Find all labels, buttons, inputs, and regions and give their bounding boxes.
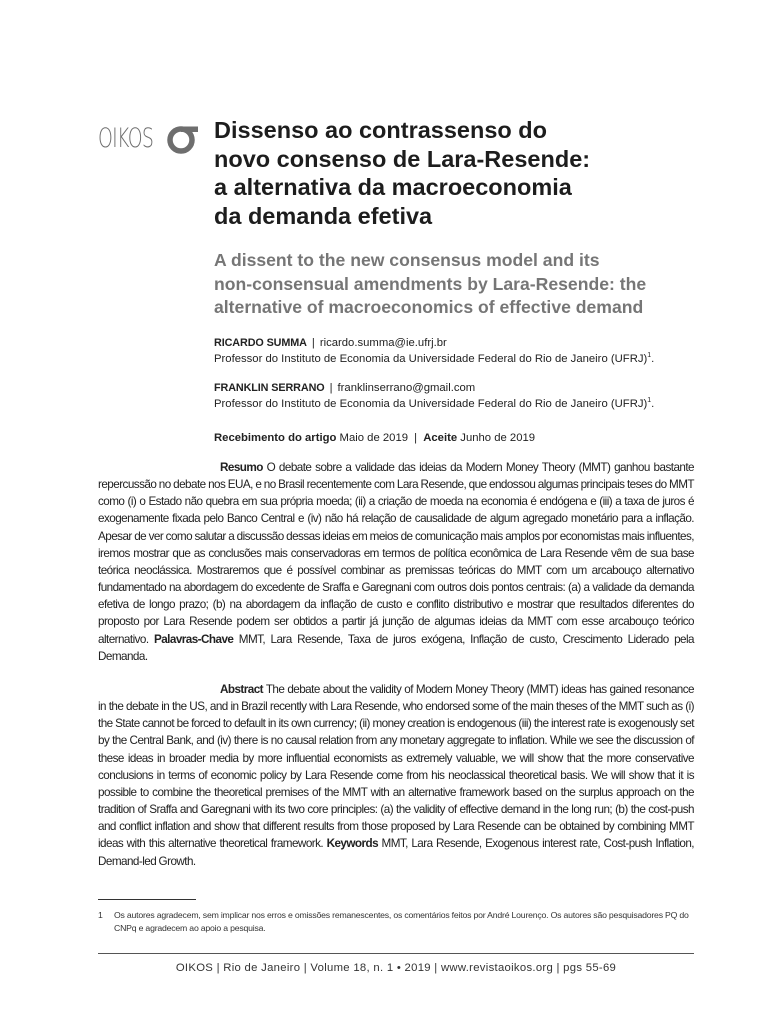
author-name: FRANKLIN SERRANO — [214, 382, 325, 394]
author-affiliation: Professor do Instituto de Economia da Universidade Federal do Rio de Janeiro (UFRJ) — [214, 398, 648, 410]
footnote-ref[interactable]: 1 — [647, 352, 652, 360]
logo-text: OIKOS — [98, 122, 154, 154]
accepted-label: Aceite — [423, 432, 458, 444]
author-1: RICARDO SUMMA | ricardo.summa@ie.ufrj.br Professor do Instituto de Economia da Universidade Federal do Rio de Janeiro (UFRJ)$^1$. — [214, 337, 655, 365]
title-line: da demanda efetiva — [214, 202, 433, 229]
author-name: RICARDO SUMMA — [214, 337, 307, 349]
author-2: FRANKLIN SERRANO | franklinserrano@gmail.com Professor do Instituto de Economia da Universidade Federal do Rio de Janeiro (UFRJ)$^1$. — [214, 382, 655, 410]
received-date: Maio de 2019 — [339, 432, 409, 444]
resumo-keywords: MMT, Lara Resende, Taxa de juros exógena, Inflação de custo, Crescimento Liderado pela Demanda. — [98, 632, 694, 663]
resumo-section — [98, 459, 694, 665]
author-affiliation: Professor do Instituto de Economia da Universidade Federal do Rio de Janeiro (UFRJ) — [214, 353, 648, 365]
abstract-section — [98, 681, 694, 870]
author-email[interactable]: ricardo.summa@ie.ufrj.br — [319, 337, 447, 349]
resumo-text: O debate sobre a validade das ideias da Modern Money Theory (MMT) ganhou bastante repercussão no debate nos EUA, e no Brasil recentemente com Lara Resende, que endossou algumas principais teses do MMT como (i) o Estado não quebra em sua própria moeda; (ii) a criação de moeda na economia é endógena e (iii) a taxa de juros é exogenamente fixada pelo Banco Central e (iv) não há relação de causalidade de algum agregado monetário para a inflação. Apesar de ver como salutar a discussão dessas ideias em meios de comunicação mais amplos por economistas mais influentes, iremos mostrar que as conclusões mais conservadoras em termos de política econômica de Lara Resende vêm de sua base teórica neoclássica. Mostraremos que é possível combinar as premissas teóricas do MMT com um arcabouço alternativo fundamentado na abordagem do excedente de Sraffa e Garegnani com outros dois pontos centrais: (a) a validade da demanda efetiva de longo prazo; (b) na abordagem da inflação de custo e conflito distributivo e mostrar que resultados diferentes do proposto por Lara Resende podem ser obtidos a partir já junção de algumas ideias da MMT com esse arcabouço teórico alternativo. — [98, 461, 694, 646]
affiliation-period: . — [651, 353, 655, 365]
accepted-date: Junho de 2019 — [460, 432, 536, 444]
title-en-line: A dissent to the new consensus model and its — [214, 250, 600, 270]
affiliation-period: . — [651, 398, 655, 410]
footnote-number: 1 — [98, 910, 103, 920]
title-line: a alternativa da macroeconomia — [214, 174, 572, 200]
date-separator: | — [414, 432, 418, 444]
title-en-line: non-consensual amendments by Lara-Resende: the — [214, 273, 647, 294]
article-title-english — [214, 249, 694, 320]
article-dates — [214, 430, 535, 446]
sigma-icon — [166, 121, 200, 155]
resumo-keywords-label: Palavras-Chave — [153, 632, 234, 646]
abstract-text: The debate about the validity of Modern Money Theory (MMT) ideas has gained resonance in the debate in the US, and in Brazil recently with Lara Resende, who endorsed some of the main theses of the MMT such as (i) the State cannot be forced to default in its own currency; (ii) money creation is endogenous (iii) the interest rate is exogenously set by the Central Bank, and (iv) there is no causal relation from any monetary aggregate to inflation. While we see the discussion of these ideas in broader media by more influential economists as extremely valuable, we will show that the more conservative conclusions in terms of economic policy by Lara Resende come from his neoclassical theoretical basis. We will show that it is possible to combine the theoretical premises of the MMT with an alternative framework based on the surplus approach on the tradition of Sraffa and Garegnani with its two core principles: (a) the validity of effective demand in the long run; (b) the cost-push and conflict inflation and show that different results from those proposed by Lara Resende can be obtained by combining MMT ideas with this alternative theoretical framework. — [98, 683, 694, 851]
footnote-ref[interactable]: 1 — [647, 397, 652, 405]
received-label: Recebimento do artigo — [214, 432, 337, 444]
abstract-keywords: MMT, Lara Resende, Exogenous interest rate, Cost-push Inflation, Demand-led Growth. — [98, 837, 695, 868]
footer-divider — [98, 953, 694, 954]
title-en-line: alternative of macroeconomics of effective demand — [214, 297, 644, 317]
abstract-keywords-label: Keywords — [326, 837, 379, 851]
footnote-text: Os autores agradecem, sem implicar nos erros e omissões remanescentes, os comentários feitos por André Lourenço. Os autores são pesquisadores PQ do CNPq e agradecem ao apoio a pesquisa. — [114, 910, 689, 933]
footnote-divider — [98, 899, 196, 900]
title-line: Dissenso ao contrassenso do — [214, 117, 548, 143]
journal-logo — [98, 118, 202, 158]
page-footer: OIKOS | Rio de Janeiro | Volume 18, n. 1 • 2019 | www.revistaoikos.org | pgs 55-69 — [175, 962, 617, 974]
author-email[interactable]: franklinserrano@gmail.com — [337, 382, 476, 394]
resumo-label: Resumo — [220, 461, 263, 474]
abstract-label: Abstract — [220, 683, 264, 696]
title-line: novo consenso de Lara-Resende: — [214, 145, 591, 172]
footnote — [98, 909, 694, 934]
article-title — [214, 116, 694, 230]
